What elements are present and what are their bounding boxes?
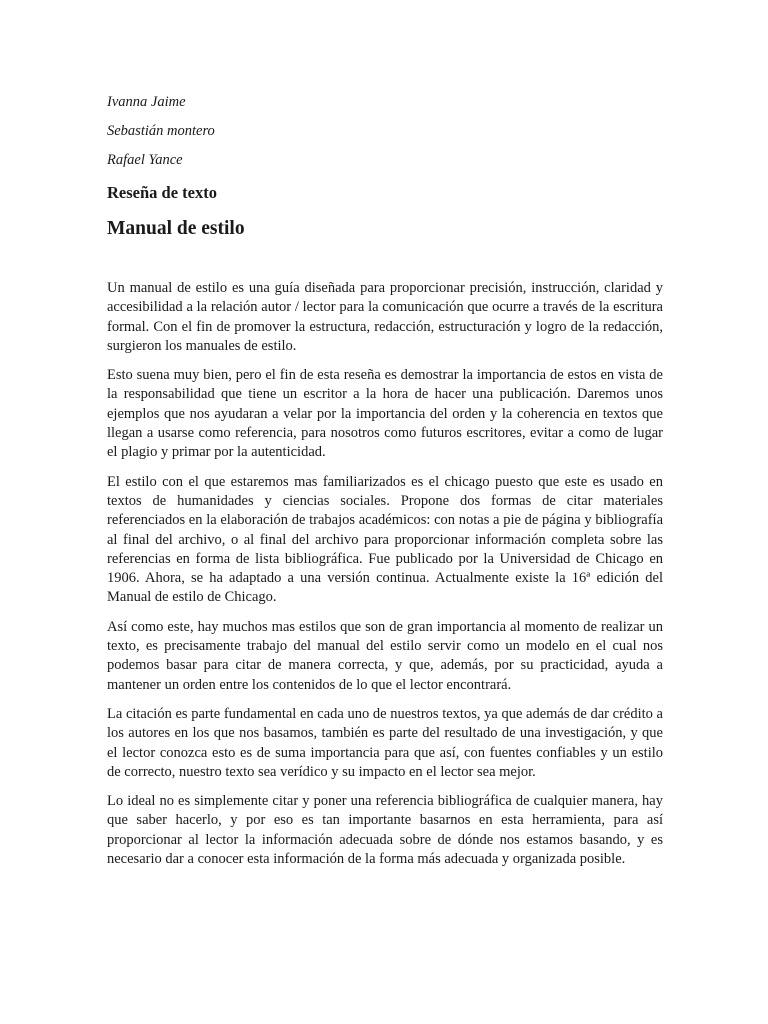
body-paragraph: Así como este, hay muchos mas estilos que son de gran importancia al momento de realizar un texto, es precisamente trabajo del manual del estilo servir como un modelo en el cual nos podemos basar para citar de manera correcta, y que, además, por su practicidad, ayuda a mantener un orden entre los contenidos de lo que el lector encontrará. (107, 618, 663, 693)
body-paragraph: La citación es parte fundamental en cada uno de nuestros textos, ya que además de dar crédito a los autores en los que nos basamos, también es parte del resultado de una investigación, y que el lector conozca esto es de suma importancia para que así, con fuentes confiables y un estilo de correcto, nuestro texto sea verídico y su impacto en el lector sea mejor. (107, 705, 663, 780)
document-page (107, 88, 663, 879)
body-paragraph: El estilo con el que estaremos mas familiarizados es el chicago puesto que este es usado en textos de humanidades y ciencias sociales. Propone dos formas de citar materiales referenciados en la elaboración de trabajos académicos: con notas a pie de página y bibliografía al final del archivo, o al final del archivo para proporcionar información completa sobre las referencias en forma de lista bibliográfica. Fue publicado por la Universidad de Chicago en 1906. Ahora, se ha adaptado a una versión continua. Actualmente existe la 16ª edición del Manual de estilo de Chicago. (107, 473, 663, 606)
document-subtitle: Reseña de texto (107, 183, 217, 202)
author-name: Rafael Yance (107, 152, 183, 168)
document-body (107, 279, 663, 869)
body-paragraph: Lo ideal no es simplemente citar y poner una referencia bibliográfica de cualquier manera, hay que saber hacerlo, y por eso es tan importante basarnos en esta herramienta, para así proporcionar al lector la información adecuada sobre de dónde nos estamos basando, y es necesario dar a conocer esta información de la forma más adecuada y organizada posible. (107, 793, 663, 868)
body-paragraph: Esto suena muy bien, pero el fin de esta reseña es demostrar la importancia de estos en vista de la responsabilidad que tiene un escritor a la hora de hacer una publicación. Daremos unos ejemplos que nos ayudaran a velar por la importancia del orden y la coherencia en textos que llegan a usarse como referencia, para nosotros como futuros escritores, evitar a como de lugar el plagio y primar por la autenticidad. (107, 367, 663, 461)
body-paragraph: Un manual de estilo es una guía diseñada para proporcionar precisión, instrucción, claridad y accesibilidad a la relación autor / lector para la comunicación que ocurre a través de la escritura formal. Con el fin de promover la estructura, redacción, estructuración y logro de la redacción, surgieron los manuales de estilo. (107, 280, 663, 354)
document-title: Manual de estilo (107, 218, 245, 239)
author-name: Ivanna Jaime (107, 94, 186, 110)
author-name: Sebastián montero (107, 123, 215, 139)
